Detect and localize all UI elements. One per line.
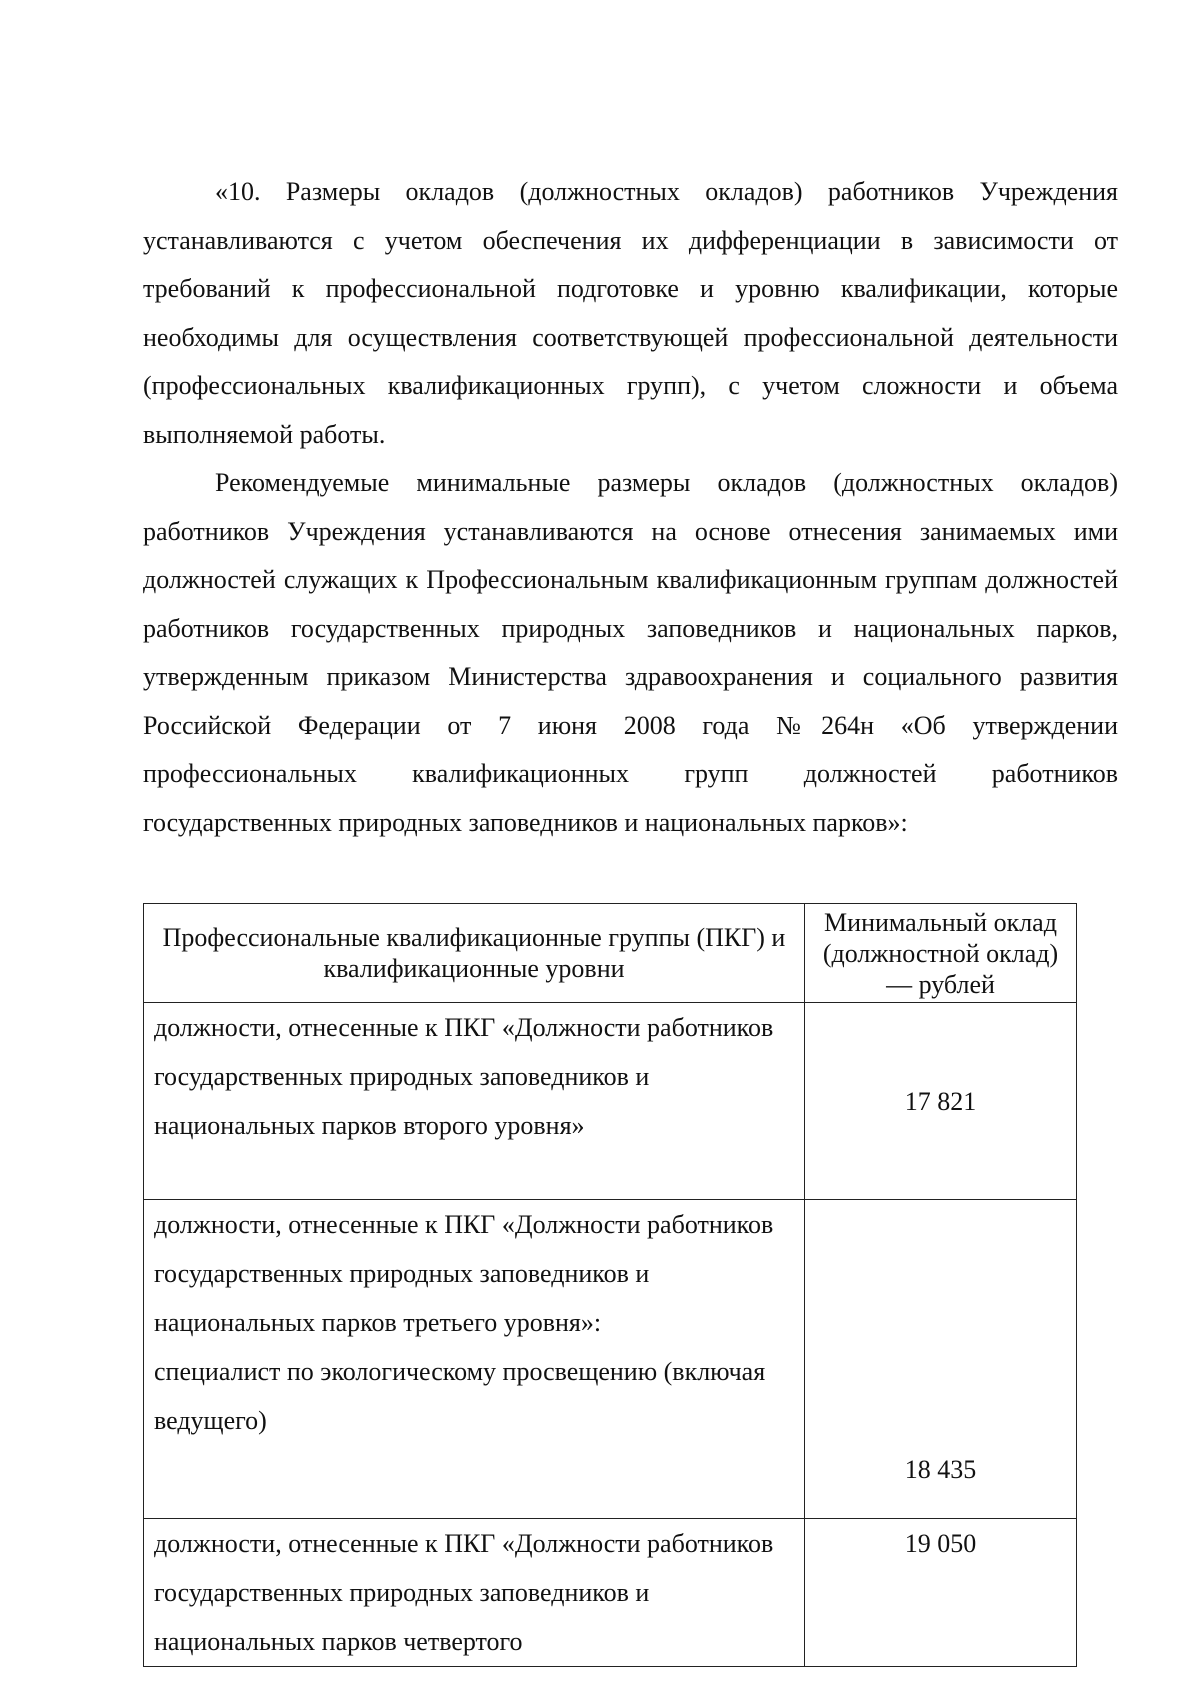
header-salary [805,904,1077,1003]
document-body [143,168,1118,847]
row-salary-value: 17 821 [805,1003,1077,1200]
paragraph-1: «10. Размеры окладов (должностных окладов) работников Учреждения устанавливаются с учетом обеспечения их дифференциации в зависимости от требований к профессиональной подготовке и уровню квалификации, которые необходимы для осуществления соответствующей профессиональной деятельности (профессиональных квалификационных групп), с учетом сложности и объема выполняемой работы. [143,177,1118,449]
header-groups [144,904,805,1003]
table-row [144,1200,1077,1519]
paragraph-2: Рекомендуемые минимальные размеры окладов (должностных окладов) работников Учреждения устанавливаются на основе отнесения занимаемых ими должностей служащих к Профессиональным квалификационным группам должностей работников государственных природных заповедников и национальных парков, утвержденным приказом Министерства здравоохранения и социального развития Российской Федерации от 7 июня 2008 года №264н «Об утверждении профессиональных квалификационных групп должностей работников государственных природных заповедников и национальных парков»: [143,468,1118,837]
table-row [144,1519,1077,1667]
row-group-cell [144,1200,805,1519]
row-salary-value: 18 435 [805,1200,1077,1519]
table-header-row [144,904,1077,1003]
header-groups-label: Профессиональные квалификационные группы (ПКГ) и квалификационные уровни [162,923,786,983]
salary-table [143,903,1077,1667]
row-salary-value: 19 050 [805,1519,1077,1667]
header-salary-label: Минимальный оклад (должностной оклад) — рублей [822,907,1059,999]
row-group-name: должности, отнесенные к ПКГ «Должности работников государственных природных заповедников и национальных парков третьего уровня»: [154,1210,774,1337]
row-position-name: специалист по экологическому просвещению (включая ведущего) [154,1357,766,1435]
row-group-name: должности, отнесенные к ПКГ «Должности работников государственных природных заповедников и национальных парков четвертого [144,1519,805,1667]
row-group-name: должности, отнесенные к ПКГ «Должности работников государственных природных заповедников и национальных парков второго уровня» [144,1003,805,1200]
table-row [144,1003,1077,1200]
